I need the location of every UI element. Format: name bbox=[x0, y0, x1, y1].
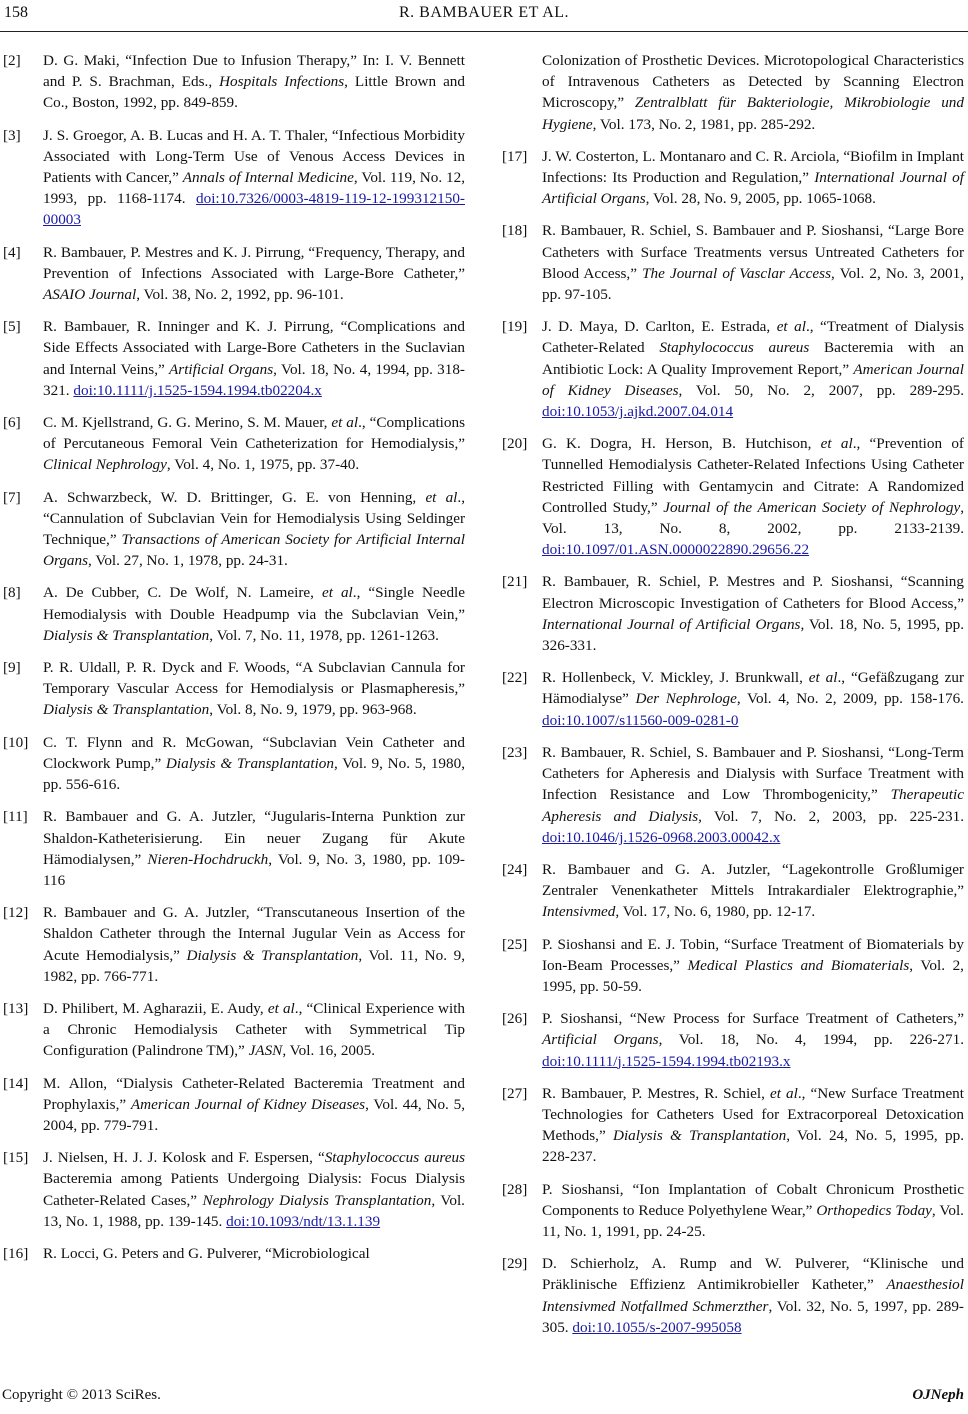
reference-number: [9] bbox=[3, 659, 21, 677]
running-title: R. BAMBAUER ET AL. bbox=[398, 4, 570, 21]
reference-text: R. Bambauer, R. Schiel, S. Bambauer and P. Sioshansi, “Large Bore Catheters with Surface Treatments versus Untreated Catheters for Blood Access,” The Journal of Vasclar Access, Vol. 2, No. 3, 2001, pp. 97-105. bbox=[542, 222, 965, 304]
reference-entry bbox=[502, 934, 964, 998]
reference-entry bbox=[3, 582, 465, 646]
reference-number: [24] bbox=[502, 860, 528, 878]
reference-text: D. G. Maki, “Infection Due to Infusion Therapy,” In: I. V. Bennett and P. S. Brachman, Eds., Hospitals Infections, Little Brown and Co., Boston, 1992, pp. 849-859. bbox=[43, 52, 465, 112]
reference-text: R. Bambauer and G. A. Jutzler, “Transcutaneous Insertion of the Shaldon Catheter through the Internal Jugular Vein as Access for Acute Hemodialysis,” Dialysis & Transplantation, Vol. 11, No. 9, 1982, pp. 766-771. bbox=[43, 904, 466, 985]
reference-text: M. Allon, “Dialysis Catheter-Related Bacteremia Treatment and Prophylaxis,” American Journal of Kidney Diseases, Vol. 44, No. 5, 2004, pp. 779-791. bbox=[43, 1074, 465, 1134]
doi-link[interactable]: doi:10.1055/s-2007-995058 bbox=[572, 1318, 742, 1336]
reference-number: [4] bbox=[3, 243, 21, 261]
reference-text: R. Bambauer, R. Schiel, P. Mestres and P. Sioshansi, “Scanning Electron Microscopic Investigation of Catheters for Blood Access,” International Journal of Artificial Organs, Vol. 18, No. 5, 1995, pp. 326-331. bbox=[542, 573, 965, 655]
reference-number: [8] bbox=[3, 584, 21, 602]
reference-number: [12] bbox=[3, 904, 29, 922]
reference-text: J. W. Costerton, L. Montanaro and C. R. Arciola, “Biofilm in Implant Infections: Its Production and Regulation,” International Journal of Artificial Organs, Vol. 28, No. 9, 2005, pp. 1065-1068. bbox=[542, 147, 964, 208]
reference-entry bbox=[3, 50, 465, 114]
reference-text: J. D. Maya, D. Carlton, E. Estrada, et al., “Treatment of Dialysis Catheter-Related Staphylococcus aureus Bacteremia with an Antibiotic Lock: A Quality Improvement Report,” American Journal of Kidney Diseases, Vol. 50, No. 2, 2007, pp. 289-295. doi:10.1053/j.ajkd.2007.04.014 bbox=[542, 318, 964, 421]
reference-text: A. De Cubber, C. De Wolf, N. Lameire, et al., “Single Needle Hemodialysis with Double Headpump via the Subclavian Vein,” Dialysis & Transplantation, Vol. 7, No. 11, 1978, pp. 1261-1263. bbox=[43, 584, 466, 644]
reference-entry bbox=[3, 1243, 465, 1264]
reference-number: [27] bbox=[502, 1084, 528, 1102]
reference-entry bbox=[502, 742, 964, 848]
reference-entry bbox=[502, 571, 964, 656]
reference-entry bbox=[502, 316, 964, 422]
reference-number: [19] bbox=[502, 318, 528, 336]
reference-text: P. Sioshansi and E. J. Tobin, “Surface Treatment of Biomaterials by Ion-Beam Processes,” Medical Plastics and Biomaterials, Vol. 2, 1995, pp. 50-59. bbox=[542, 935, 964, 995]
reference-text: R. Bambauer and G. A. Jutzler, “Lagekontrolle Großlumiger Zentraler Venenkatheter Mittels Intrakardialer Elektrographie,” Intensivmed, Vol. 17, No. 6, 1980, pp. 12-17. bbox=[542, 860, 964, 921]
reference-entry bbox=[3, 125, 465, 231]
reference-text: J. Nielsen, H. J. J. Kolosk and F. Espersen, “Staphylococcus aureus Bacteremia among Patients Undergoing Dialysis: Focus Dialysis Catheter-Related Cases,” Nephrology Dialysis Transplantation, Vol. 13, No. 1, 1988, pp. 139-145. doi:10.1093/ndt/13.1.139 bbox=[43, 1149, 465, 1230]
page-number: 158 bbox=[4, 4, 28, 21]
reference-text: R. Bambauer, P. Mestres, R. Schiel, et al., “New Surface Treatment Technologies for Catheters Used for Extracorporeal Detoxication Methods,” Dialysis & Transplantation, Vol. 24, No. 5, 1995, pp. 228-237. bbox=[542, 1084, 964, 1166]
reference-entry bbox=[3, 412, 465, 476]
reference-text: C. T. Flynn and R. McGowan, “Subclavian Vein Catheter and Clockwork Pump,” Dialysis & Transplantation, Vol. 9, No. 5, 1980, pp. 556-616. bbox=[43, 733, 465, 794]
reference-entry bbox=[502, 859, 964, 923]
doi-link[interactable]: doi:10.1046/j.1526-0968.2003.00042.x bbox=[542, 828, 781, 846]
page-header bbox=[0, 0, 968, 40]
reference-text: P. Sioshansi, “New Process for Surface Treatment of Catheters,” Artificial Organs, Vol. 18, No. 4, 1994, pp. 226-271. doi:10.1111/j.1525-1594.1994.tb02193.x bbox=[542, 1010, 964, 1070]
reference-number: [6] bbox=[3, 414, 21, 432]
reference-entry bbox=[502, 1253, 964, 1338]
reference-entry bbox=[502, 433, 964, 560]
reference-number: [25] bbox=[502, 935, 528, 953]
doi-link[interactable]: doi:10.7326/0003-4819-119-12-199312150-00003 bbox=[43, 190, 465, 229]
reference-entry bbox=[3, 1073, 465, 1137]
reference-text: G. K. Dogra, H. Herson, B. Hutchison, et al., “Prevention of Tunnelled Hemodialysis Catheter-Related Infections Using Catheter Restricted Filling with Gentamycin and Citrate: A Randomized Controlled Study,” Journal of the American Society of Nephrology, Vol. 13, No. 8, 2002, pp. 2133-2139. doi:10.1097/01.ASN.0000022890.29656.22 bbox=[542, 435, 964, 559]
reference-number: [28] bbox=[502, 1180, 528, 1198]
reference-entry bbox=[3, 806, 465, 891]
reference-text: J. S. Groegor, A. B. Lucas and H. A. T. Thaler, “Infectious Morbidity Associated with Long-Term Use of Venous Access Devices in Patients with Cancer,” Annals of Internal Medicine, Vol. 119, No. 12, 1993, pp. 1168-1174. doi:10.7326/0003-4819-119-12-199312150-00003 bbox=[43, 126, 466, 229]
reference-text: A. Schwarzbeck, W. D. Brittinger, G. E. von Henning, et al., “Cannulation of Subclavian Vein for Hemodialysis Using Seldinger Technique,” Transactions of American Society for Artificial Internal Organs, Vol. 27, No. 1, 1978, pp. 24-31. bbox=[43, 488, 465, 570]
reference-number: [23] bbox=[502, 743, 528, 761]
reference-entry bbox=[502, 220, 964, 305]
reference-entry bbox=[3, 1147, 465, 1232]
journal-abbreviation: OJNeph bbox=[912, 1387, 964, 1403]
reference-entry bbox=[502, 50, 964, 135]
reference-text: P. R. Uldall, P. R. Dyck and F. Woods, “A Subclavian Cannula for Temporary Vascular Access for Hemodialysis or Plasmapheresis,” Dialysis & Transplantation, Vol. 8, No. 9, 1979, pp. 963-968. bbox=[43, 659, 465, 719]
reference-text: R. Bambauer and G. A. Jutzler, “Jugularis-Interna Punktion zur Shaldon-Katheterisierung. Ein neuer Zugang für Akute Hämodialysen,” Nieren-Hochdruckh, Vol. 9, No. 3, 1980, pp. 109-116 bbox=[43, 808, 465, 889]
reference-text: R. Hollenbeck, V. Mickley, J. Brunkwall, et al., “Gefäßzugang zur Hämodialyse” Der Nephrologe, Vol. 4, No. 2, 2009, pp. 158-176. doi:10.1007/s11560-009-0281-0 bbox=[542, 669, 964, 729]
reference-text: P. Sioshansi, “Ion Implantation of Cobalt Chronicum Prosthetic Components to Reduce Polyethylene Wear,” Orthopedics Today, Vol. 11, No. 1, 1991, pp. 24-25. bbox=[542, 1180, 964, 1240]
reference-text: R. Locci, G. Peters and G. Pulverer, “Microbiological bbox=[43, 1244, 370, 1262]
header-rule bbox=[0, 31, 968, 32]
reference-text: D. Schierholz, A. Rump and W. Pulverer, “Klinische und Präklinische Effizienz Antimikrobieller Katheter,” Anaesthesiol Intensivmed Notfallmed Schmerzther, Vol. 32, No. 5, 1997, pp. 289-305. doi:10.1055/s-2007-995058 bbox=[542, 1255, 964, 1336]
doi-link[interactable]: doi:10.1097/01.ASN.0000022890.29656.22 bbox=[542, 541, 810, 559]
reference-number: [20] bbox=[502, 435, 528, 453]
reference-number: [11] bbox=[3, 808, 28, 826]
reference-number: [29] bbox=[502, 1255, 528, 1273]
reference-number: [7] bbox=[3, 488, 21, 506]
reference-text: R. Bambauer, R. Inninger and K. J. Pirrung, “Complications and Side Effects Associated with Large-Bore Catheters in the Suclavian and Internal Veins,” Artificial Organs, Vol. 18, No. 4, 1994, pp. 318-321. doi:10.1111/j.1525-1594.1994.tb02204.x bbox=[43, 318, 465, 399]
reference-number: [5] bbox=[3, 318, 21, 336]
reference-entry bbox=[502, 1008, 964, 1072]
reference-number: [26] bbox=[502, 1010, 528, 1028]
reference-entry bbox=[502, 667, 964, 731]
reference-number: [2] bbox=[3, 52, 21, 69]
reference-number: [17] bbox=[502, 147, 528, 165]
reference-text: D. Philibert, M. Agharazii, E. Audy, et al., “Clinical Experience with a Chronic Hemodialysis Catheter with Symmetrical Tip Configuration (Palindrone TM),” JASN, Vol. 16, 2005. bbox=[43, 999, 466, 1060]
reference-text: R. Bambauer, P. Mestres and K. J. Pirrung, “Frequency, Therapy, and Prevention of Infections Associated with Large-Bore Catheter,” ASAIO Journal, Vol. 38, No. 2, 1992, pp. 96-101. bbox=[43, 243, 465, 304]
reference-number: [15] bbox=[3, 1149, 29, 1167]
reference-number: [10] bbox=[3, 733, 29, 751]
reference-entry bbox=[3, 902, 465, 987]
reference-text: Colonization of Prosthetic Devices. Microtopological Characteristics of Intravenous Catheters as Detected by Scanning Electron Microscopy,” Zentralblatt für Bakteriologie, Mikrobiologie und Hygiene, Vol. 173, No. 2, 1981, pp. 285-292. bbox=[542, 52, 964, 133]
doi-link[interactable]: doi:10.1111/j.1525-1594.1994.tb02193.x bbox=[542, 1052, 791, 1070]
reference-entry bbox=[502, 146, 964, 210]
reference-number: [3] bbox=[3, 126, 21, 144]
doi-link[interactable]: doi:10.1093/ndt/13.1.139 bbox=[226, 1212, 381, 1230]
doi-link[interactable]: doi:10.1111/j.1525-1594.1994.tb02204.x bbox=[73, 381, 322, 399]
references-left-column bbox=[3, 50, 465, 1275]
reference-entry bbox=[3, 487, 465, 572]
references-right-column bbox=[502, 50, 964, 1349]
reference-number bbox=[502, 50, 542, 135]
reference-entry bbox=[3, 998, 465, 1062]
reference-number: [16] bbox=[3, 1244, 29, 1262]
reference-number: [22] bbox=[502, 669, 528, 687]
reference-entry bbox=[502, 1179, 964, 1243]
reference-number: [21] bbox=[502, 573, 528, 591]
reference-entry bbox=[3, 657, 465, 721]
reference-entry bbox=[502, 1083, 964, 1168]
reference-entry bbox=[3, 316, 465, 401]
reference-number: [14] bbox=[3, 1074, 29, 1092]
doi-link[interactable]: doi:10.1053/j.ajkd.2007.04.014 bbox=[542, 403, 734, 421]
reference-entry bbox=[3, 732, 465, 796]
copyright-notice: Copyright © 2013 SciRes. bbox=[2, 1387, 161, 1403]
reference-text: R. Bambauer, R. Schiel, S. Bambauer and P. Sioshansi, “Long-Term Catheters for Apheresis and Dialysis with Surface Treatment with Infection Resistance and Low Thrombogenicity,” Therapeutic Apheresis and Dialysis, Vol. 7, No. 2, 2003, pp. 225-231. doi:10.1046/j.1526-0968.2003.00042.x bbox=[542, 743, 964, 846]
reference-text: C. M. Kjellstrand, G. G. Merino, S. M. Mauer, et al., “Complications of Percutaneous Femoral Vein Catheterization for Hemodialysis,” Clinical Nephrology, Vol. 4, No. 1, 1975, pp. 37-40. bbox=[43, 414, 465, 474]
reference-number: [13] bbox=[3, 999, 29, 1017]
reference-number: [18] bbox=[502, 222, 528, 240]
doi-link[interactable]: doi:10.1007/s11560-009-0281-0 bbox=[542, 711, 739, 729]
reference-entry bbox=[3, 242, 465, 306]
